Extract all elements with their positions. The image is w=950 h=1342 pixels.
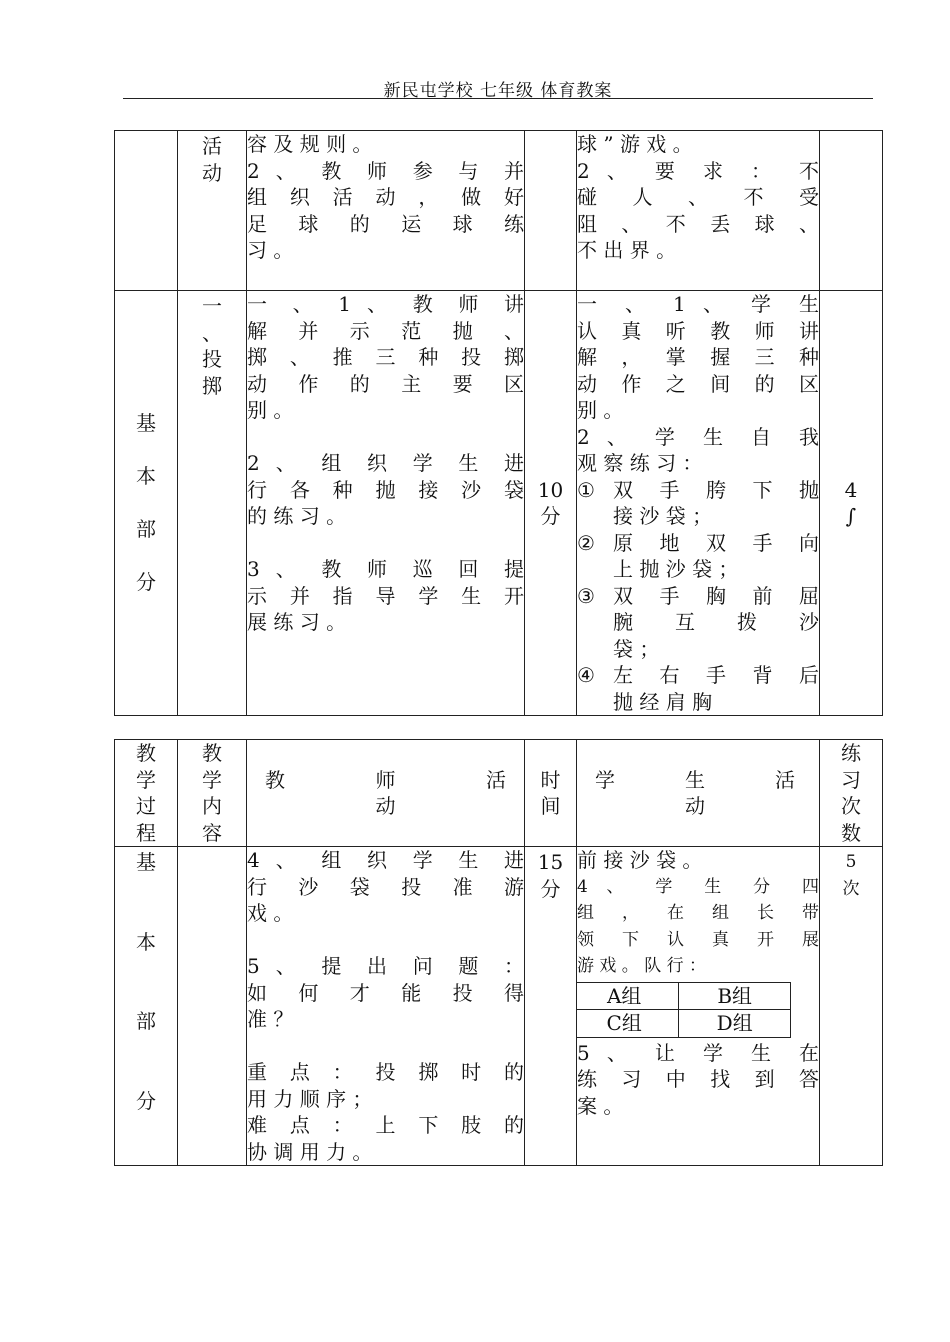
teacher-activity-cell [247, 847, 525, 1166]
exercise-item [577, 583, 819, 663]
page-header: 新民屯学校 七年级 体育教案 [383, 81, 613, 101]
text-line: 阻 、 不 丢 球 、 [577, 211, 819, 236]
group-cell: C组 [577, 1010, 679, 1038]
text-line: 掷 、 推 三 种 投 掷 [247, 345, 524, 369]
exercise-item [577, 477, 819, 530]
text-line: 双 手 胯 下 抛 [613, 477, 819, 502]
group-row [577, 1010, 791, 1038]
paragraph-gap [247, 927, 524, 954]
process-cell: 基 本 部 分 [115, 847, 178, 1166]
paragraph-gap [247, 424, 524, 451]
process-cell: 基 本 部 分 [115, 291, 178, 716]
item-number: ④ [577, 663, 595, 687]
text-line: 腕 互 拨 沙 [613, 610, 819, 634]
text-line: 认 真 听 教 师 讲 [577, 318, 819, 343]
text-line: 2 、 要 求 ： 不 [577, 158, 819, 183]
text-line: 左 右 手 背 后 [613, 663, 819, 687]
text-line: 2 、 组 织 学 生 进 [247, 451, 524, 475]
student-activity-cell [577, 291, 820, 716]
teacher-activity-cell [247, 291, 525, 716]
header-teacher [247, 740, 525, 847]
text-line: 4 、 组 织 学 生 进 [247, 848, 524, 872]
count-cell: 5 次 [820, 847, 883, 1166]
student-activity-cell [577, 847, 820, 1166]
text-line: 用 力 顺 序 ； [247, 1086, 373, 1111]
text-line: 游 戏 。 队 行 ： [577, 956, 707, 976]
teacher-activity-cell [247, 131, 525, 291]
text-line: 接 沙 袋 ； [613, 504, 713, 528]
header-student [577, 740, 820, 847]
item-number: ③ [577, 583, 595, 608]
lesson-table-1 [114, 130, 883, 716]
content-cell: 一 、 投 掷 [178, 291, 247, 716]
item-number: ① [577, 477, 595, 502]
header-time: 时 间 [525, 740, 577, 847]
text-line: 示 并 指 导 学 生 开 [247, 583, 524, 608]
text-line: 组 ， 在 组 长 带 [577, 903, 819, 923]
text-line: 2 、 学 生 自 我 [577, 424, 819, 449]
header-text: 教 师 活 [265, 767, 506, 792]
header-rule [123, 98, 873, 99]
text-line: 双 手 胸 前 屈 [613, 583, 819, 608]
header-count: 练 习 次 数 [820, 740, 883, 847]
text-line: 戏 。 [247, 901, 294, 925]
header-text: 学 生 活 [595, 767, 795, 792]
text-line: 行 各 种 抛 接 沙 袋 [247, 477, 524, 502]
group-cell: A组 [577, 982, 679, 1010]
process-cell [115, 131, 178, 291]
table-row [115, 131, 883, 291]
content-cell [178, 847, 247, 1166]
text-line: 别 。 [247, 398, 294, 422]
time-cell: 10 分 [525, 291, 577, 716]
text-line: 案 。 [577, 1093, 624, 1118]
exercise-item [577, 662, 819, 715]
text-line: 解 ， 掌 握 三 种 [577, 345, 819, 369]
count-cell: 4 ∫ [820, 291, 883, 716]
table-row [115, 291, 883, 716]
time-cell [525, 131, 577, 291]
header-text: 动 [685, 794, 705, 818]
text-line: 5 、 让 学 生 在 [577, 1040, 819, 1065]
time-cell: 15 分 [525, 847, 577, 1166]
text-line: 袋 ； [613, 636, 660, 661]
group-formation-table [577, 982, 792, 1038]
header-process: 教 学 过 程 [115, 740, 178, 847]
text-line: 如 何 才 能 投 得 [247, 980, 524, 1005]
table-header-row [115, 740, 883, 847]
text-line: 上 抛 沙 袋 ； [613, 557, 739, 581]
text-line: 碰 人 、 不 受 [577, 185, 819, 209]
text-line: 足 球 的 运 球 练 [247, 211, 524, 236]
text-line: 领 下 认 真 开 展 [577, 929, 819, 950]
student-activity-cell [577, 131, 820, 291]
header-text: 动 [375, 794, 396, 818]
text-line: 行 沙 袋 投 准 游 [247, 874, 524, 899]
text-line: 容 及 规 则 。 [247, 132, 373, 156]
paragraph-gap [247, 1033, 524, 1060]
group-cell: B组 [679, 982, 791, 1010]
text-line: 习 。 [247, 238, 294, 262]
header-content: 教 学 内 容 [178, 740, 247, 847]
text-line: 组 织 活 动 ， 做 好 [247, 185, 524, 209]
text-line: 抛 经 肩 胸 [613, 689, 713, 714]
text-line: 3 、 教 师 巡 回 提 [247, 557, 524, 581]
group-row [577, 982, 791, 1010]
text-line: 重 点 ： 投 掷 时 的 [247, 1060, 524, 1084]
paragraph-gap [247, 530, 524, 557]
text-line: 练 习 中 找 到 答 [577, 1067, 819, 1091]
lesson-table-2 [114, 739, 883, 1166]
text-line: 前 接 沙 袋 。 [577, 848, 703, 872]
item-number: ② [577, 530, 595, 555]
text-line: 难 点 ： 上 下 肢 的 [247, 1113, 524, 1137]
text-line: 展 练 习 。 [247, 610, 347, 634]
text-line: 5 、 提 出 问 题 ： [247, 954, 524, 978]
text-line: 协 调 用 力 。 [247, 1139, 373, 1164]
text-line: 一 、 1 、 学 生 [577, 292, 819, 316]
table-row [115, 847, 883, 1166]
exercise-item [577, 530, 819, 583]
text-line: 准 ？ [247, 1007, 294, 1031]
text-line: 不 出 界 。 [577, 238, 677, 262]
text-line: 解 并 示 范 抛 、 [247, 318, 524, 343]
count-cell [820, 131, 883, 291]
text-line: 原 地 双 手 向 [613, 530, 819, 555]
text-line: 的 练 习 。 [247, 504, 347, 528]
group-cell: D组 [679, 1010, 791, 1038]
text-line: 2 、 教 师 参 与 并 [247, 158, 524, 183]
text-line: 别 。 [577, 398, 624, 422]
text-line: 动 作 之 间 的 区 [577, 371, 819, 396]
text-line: 4 、 学 生 分 四 [577, 876, 819, 897]
text-line: 观 察 练 习 ： [577, 451, 703, 475]
text-line: 球 ” 游 戏 。 [577, 132, 693, 156]
text-line: 动 作 的 主 要 区 [247, 371, 524, 396]
content-cell: 活 动 [178, 131, 247, 291]
text-line: 一 、 1 、 教 师 讲 [247, 292, 524, 316]
